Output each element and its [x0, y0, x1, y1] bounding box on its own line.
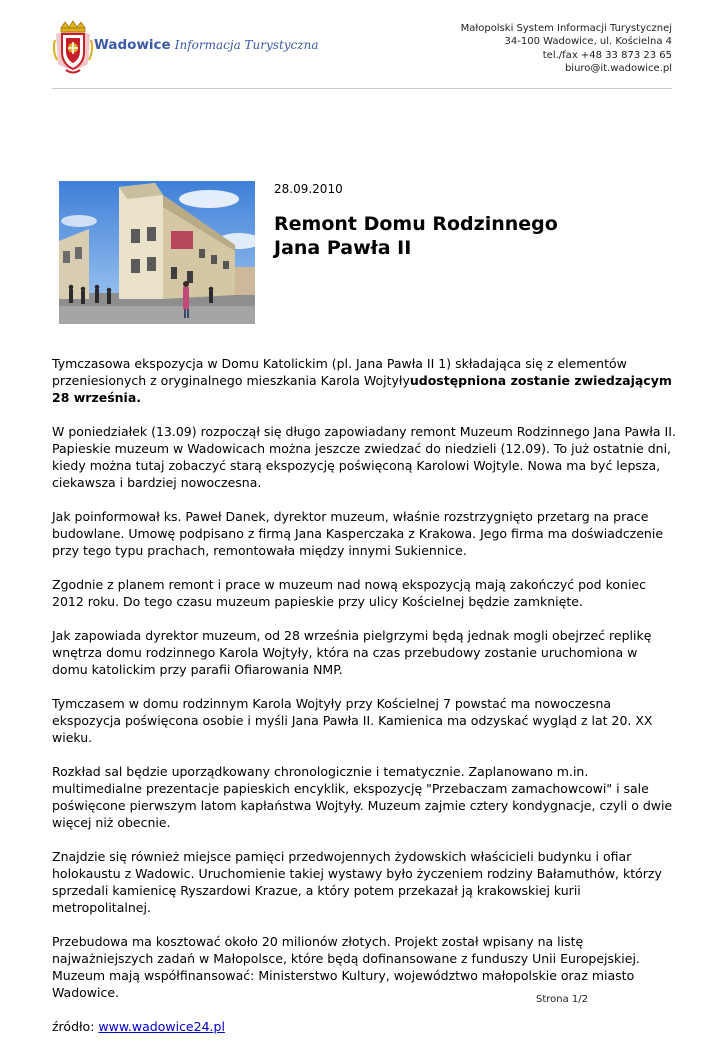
lead-bold-text: udostępniona zostanie zwiedzającym 28 września.	[52, 373, 672, 405]
article-title-line2: Jana Pawła II	[274, 237, 412, 259]
article-photo	[59, 181, 255, 324]
contact-info	[461, 22, 672, 75]
contact-email[interactable]: biuro@it.wadowice.pl	[564, 62, 672, 74]
paragraph-2: Jak poinformował ks. Paweł Danek, dyrektor muzeum, właśnie rozstrzygnięto przetarg na prace budowlane. Umowę podpisano z firmą Jana Kasperczaka z Krakowa. Jego firma ma doświadczenie przy tego typu prachach, remontowała między innymi Sukiennice.	[52, 509, 664, 558]
article-title-line1: Remont Domu Rodzinnego	[274, 213, 558, 235]
contact-org: Małopolski System Informacji Turystycznej	[460, 23, 672, 34]
article-title	[274, 212, 558, 260]
page-number: Strona 1/2	[535, 994, 588, 1005]
article-date: 28.09.2010	[274, 182, 343, 196]
article-body	[52, 355, 677, 1052]
logo[interactable]	[52, 18, 319, 78]
contact-address: 34-100 Wadowice, ul. Kościelna 4	[504, 36, 672, 48]
paragraph-4: Jak zapowiada dyrektor muzeum, od 28 września pielgrzymi będą jednak mogli obejrzeć replikę wnętrza domu rodzinnego Karola Wojtyły, która na czas przebudowy zostanie uruchomiona w domu katolickim przy parafii Ofiarowania NMP.	[52, 628, 652, 677]
logo-name: Wadowice	[94, 37, 171, 53]
paragraph-5: Tymczasem w domu rodzinnym Karola Wojtyły przy Kościelnej 7 powstać ma nowoczesna ekspozycja poświęcona osobie i myśli Jana Pawła II. Kamienica ma odzyskać wygląd z lat 20. XX wieku.	[52, 696, 653, 745]
paragraph-6: Rozkład sal będzie uporządkowany chronologicznie i tematycznie. Zaplanowano m.in. multimedialne prezentacje papieskich encyklik, ekspozycję "Przebaczam zamachowcowi" i sale poświęcone pierwszym latom kapłaństwa Wojtyły. Muzeum zajmie cztery kondygnacje, czyli o dwie więcej niż obecnie.	[52, 764, 673, 830]
source-label: źródło:	[52, 1019, 99, 1034]
paragraph-7: Znajdzie się również miejsce pamięci przedwojennych żydowskich właścicieli budynku i ofiar holokaustu z Wadowic. Uruchomienie takiej wystawy było życzeniem rodziny Bałamuthów, którzy sprzedali kamienicę Ryszardowi Krazue, a który potem przekazał ją krakowskiej kurii metropolitalnej.	[52, 849, 662, 915]
header-divider	[52, 88, 672, 89]
source-line	[52, 1018, 677, 1035]
paragraph-8: Przebudowa ma kosztować około 20 milionów złotych. Projekt został wpisany na listę najważniejszych zadań w Małopolsce, które będą dofinansowane z funduszy Unii Europejskiej. Muzeum mają współfinansować: Ministerstwo Kultury, województwo małopolskie oraz miasto Wadowice.	[52, 934, 640, 1000]
coat-of-arms-icon	[52, 20, 94, 76]
paragraph-1: W poniedziałek (13.09) rozpoczął się długo zapowiadany remont Muzeum Rodzinnego Jana Pawła II. Papieskie muzeum w Wadowicach można jeszcze zwiedzać do niedzieli (12.09). To już ostatnie dni, kiedy można tutaj zobaczyć starą ekspozycję poświęconą Karolowi Wojtyle. Nowa ma być lepsza, ciekawsza i bardziej nowoczesna.	[52, 424, 676, 490]
contact-phone: tel./fax +48 33 873 23 65	[542, 49, 672, 61]
building-photo-image	[59, 181, 255, 324]
paragraph-3: Zgodnie z planem remont i prace w muzeum nad nową ekspozycją mają zakończyć pod koniec 2012 roku. Do tego czasu muzeum papieskie przy ulicy Kościelnej będzie zamknięte.	[52, 577, 646, 609]
logo-subtitle: Informacja Turystyczna	[174, 38, 319, 52]
logo-text	[94, 34, 318, 53]
source-link[interactable]: www.wadowice24.pl	[98, 1019, 225, 1034]
lead-paragraph	[52, 355, 677, 406]
lead-text: Tymczasowa ekspozycja w Domu Katolickim (pl. Jana Pawła II 1) składająca się z elementów przeniesionych z oryginalnego mieszkania Karola Wojtyły	[52, 356, 627, 388]
